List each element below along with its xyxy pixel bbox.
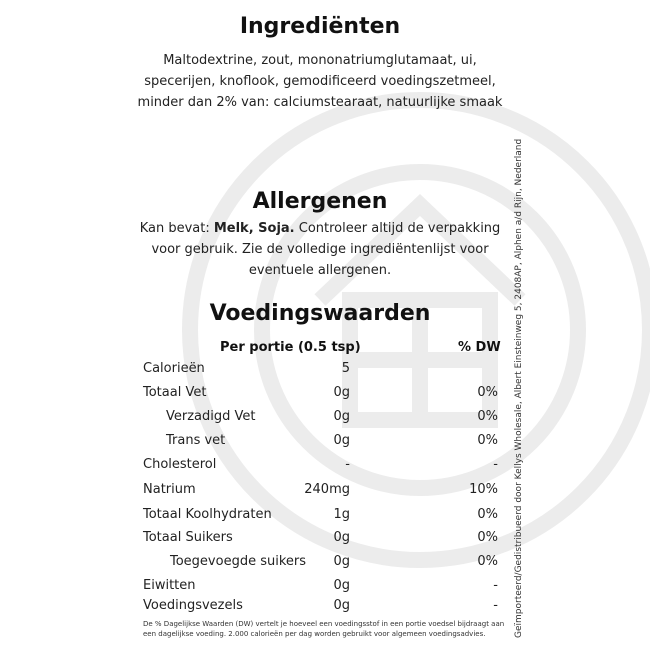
allergens-line-1: Kan bevat: Melk, Soja. Controleer altijd de verpakking (139, 221, 501, 236)
distributor-address: Geïmporteerd/Gedistribueerd door Kellys Wholesale, Albert Einsteinweg 5, 2408AP, Alphen a/d Rijn, Nederland (514, 138, 524, 638)
nutrition-row: Voedingsvezels 0g - (143, 598, 498, 613)
dw-footnote: De % Dagelijkse Waarden (DW) vertelt je hoeveel een voedingsstof in een portie voedsel bijdraagt aan een dagelijkse voeding. 2.000 calorieën per dag worden gebruikt voor algemeen voedingsadvies. (143, 620, 505, 638)
allergens-highlight: Melk, Soja. (213, 221, 295, 236)
allergens-line-2: voor gebruik. Zie de volledige ingrediëntenlijst voor (151, 242, 489, 257)
nutrition-row: Totaal Vet 0g 0% (143, 385, 498, 400)
allergens-title: Allergenen (252, 189, 388, 214)
nutrition-row: Totaal Koolhydraten 1g 0% (143, 507, 498, 522)
portion-column-header: Per portie (0.5 tsp) (220, 340, 361, 355)
allergens-text (120, 218, 520, 281)
nutrition-title: Voedingswaarden (209, 301, 431, 326)
nutrition-row: Eiwitten 0g - (143, 578, 498, 593)
nutrition-row: Calorieën 5 (143, 361, 350, 376)
ingredients-line-3: minder dan 2% van: calciumstearaat, natuurlijke smaak (137, 95, 503, 110)
nutrition-row: Cholesterol - - (143, 457, 498, 472)
nutrition-row: Totaal Suikers 0g 0% (143, 530, 498, 545)
ingredients-title: Ingrediënten (239, 14, 401, 39)
ingredients-text (120, 50, 520, 113)
nutrition-row: Natrium 240mg 10% (143, 482, 498, 497)
allergens-line-3: eventuele allergenen. (248, 263, 392, 278)
ingredients-line-2: specerijen, knoflook, gemodificeerd voedingszetmeel, (144, 74, 496, 89)
nutrition-row: Verzadigd Vet 0g 0% (166, 409, 498, 424)
nutrition-row: Toegevoegde suikers 0g 0% (170, 554, 498, 569)
dw-column-header: % DW (458, 340, 501, 355)
ingredients-line-1: Maltodextrine, zout, mononatriumglutamaat, ui, (163, 53, 477, 68)
nutrition-row: Trans vet 0g 0% (166, 433, 498, 448)
